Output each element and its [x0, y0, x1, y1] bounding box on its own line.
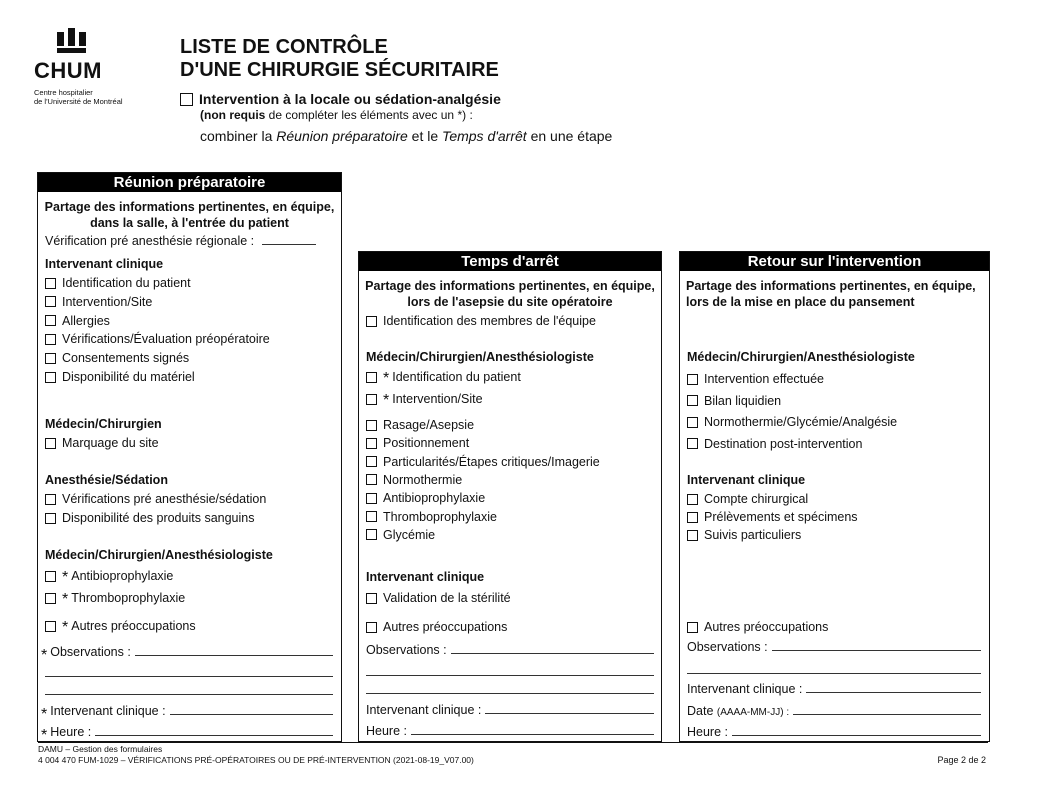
- checklist-item[interactable]: [687, 528, 801, 542]
- checklist-item-label: Destination post-intervention: [704, 436, 863, 451]
- checklist-item[interactable]: [687, 415, 897, 429]
- page-title: LISTE DE CONTRÔLE D'UNE CHIRURGIE SÉCURITAIRE: [180, 36, 499, 81]
- chum-logo: [34, 28, 144, 106]
- checklist-item-label: Rasage/Asepsie: [383, 418, 475, 432]
- checklist-item-label: Thromboprophylaxie: [383, 509, 497, 524]
- checkbox[interactable]: [366, 438, 377, 449]
- section-intervenant-clinique: Intervenant clinique: [45, 257, 164, 271]
- checkbox[interactable]: [45, 278, 56, 289]
- checklist-item-label: Disponibilité du matériel: [62, 370, 195, 384]
- checkbox[interactable]: [687, 622, 698, 633]
- checkbox[interactable]: [366, 420, 377, 431]
- checklist-item[interactable]: Autres préoccupations: [366, 620, 507, 634]
- local-sedation-checkbox[interactable]: [180, 93, 193, 106]
- section-medecin-chirurgien: Médecin/Chirurgien: [45, 417, 162, 431]
- mode-note: (non requis de compléter les éléments avec un *) :: [200, 108, 473, 122]
- local-sedation-label: Intervention à la locale ou sédation-analgésie: [199, 91, 501, 107]
- section-intervenant-clinique: Intervenant clinique: [366, 570, 485, 584]
- checkbox[interactable]: [45, 494, 56, 505]
- checkbox[interactable]: [45, 315, 56, 326]
- mode-combine: combiner la Réunion préparatoire et le Temps d'arrêt en une étape: [200, 128, 613, 144]
- checklist-item[interactable]: [45, 295, 152, 309]
- checklist-item-label: Vérifications/Évaluation préopératoire: [62, 332, 270, 347]
- checklist-item-label: Intervention/Site: [62, 294, 153, 309]
- logo-subtitle: Centre hospitalier de l'Université de Montréal: [34, 88, 123, 106]
- chum-logo-icon: [57, 28, 91, 56]
- checklist-item[interactable]: [366, 491, 485, 505]
- checklist-item[interactable]: Marquage du site: [45, 436, 159, 450]
- footer-divider: [38, 742, 988, 743]
- checklist-item[interactable]: [366, 418, 474, 432]
- checkbox[interactable]: [366, 456, 377, 467]
- checklist-item[interactable]: [366, 436, 469, 450]
- checklist-item[interactable]: [45, 351, 189, 365]
- checklist-item-label: Normothermie/Glycémie/Analgésie: [704, 415, 898, 429]
- checkbox[interactable]: [45, 438, 56, 449]
- checkbox[interactable]: [366, 593, 377, 604]
- checklist-item-label: Intervention effectuée: [704, 372, 824, 386]
- checkbox[interactable]: [45, 593, 56, 604]
- checklist-item-label: Particularités/Étapes critiques/Imagerie: [383, 454, 600, 469]
- column-intro: Partage des informations pertinentes, en équipe, lors de l'asepsie du site opératoire: [365, 279, 655, 309]
- checklist-item-label: Suivis particuliers: [704, 528, 802, 542]
- column-header: Réunion préparatoire: [38, 173, 341, 192]
- checklist-item[interactable]: [366, 473, 462, 487]
- checkbox[interactable]: [366, 493, 377, 504]
- time-field: Heure :: [366, 724, 654, 738]
- section-med-chir-anesth: Médecin/Chirurgien/Anesthésiologiste: [45, 548, 273, 562]
- checkbox[interactable]: [45, 621, 56, 632]
- checklist-item-label: Compte chirurgical: [704, 492, 809, 506]
- checklist-item[interactable]: Autres préoccupations: [687, 620, 828, 634]
- checklist-item[interactable]: * Identification du patient: [366, 370, 521, 384]
- checklist-item-label: Allergies: [62, 313, 110, 328]
- checklist-item-label: Antibioprophylaxie: [383, 491, 486, 506]
- checkbox[interactable]: [366, 622, 377, 633]
- checklist-item[interactable]: [366, 455, 600, 469]
- checklist-item[interactable]: * Thromboprophylaxie: [45, 591, 185, 605]
- checklist-item[interactable]: Validation de la stérilité: [366, 591, 511, 605]
- checklist-item[interactable]: [687, 492, 808, 506]
- checklist-item[interactable]: [687, 372, 824, 386]
- checklist-item[interactable]: Disponibilité des produits sanguins: [45, 511, 254, 525]
- retour-intervention-column: [679, 251, 990, 742]
- checklist-item[interactable]: [366, 528, 435, 542]
- column-intro: Partage des informations pertinentes, en équipe, lors de la mise en place du pansement: [686, 279, 976, 309]
- checklist-item-label: Identification du patient: [62, 276, 191, 290]
- time-field: * Heure :: [41, 725, 333, 739]
- logo-brand: CHUM: [34, 58, 102, 83]
- checklist-item[interactable]: [366, 510, 497, 524]
- checkbox[interactable]: [45, 372, 56, 383]
- mode-option: [180, 91, 612, 144]
- column-header: Temps d'arrêt: [359, 252, 661, 271]
- clinician-field: Intervenant clinique :: [366, 703, 654, 717]
- checklist-item[interactable]: * Autres préoccupations: [45, 619, 196, 633]
- checkbox[interactable]: [366, 394, 377, 405]
- checklist-item-label: Positionnement: [383, 436, 470, 451]
- checklist-item[interactable]: * Antibioprophylaxie: [45, 569, 173, 583]
- column-intro: Partage des informations pertinentes, en équipe, dans la salle, à l'entrée du patient: [44, 200, 335, 230]
- reunion-preparatoire-column: [37, 172, 342, 742]
- checklist-item[interactable]: [45, 370, 195, 384]
- checklist-item[interactable]: * Intervention/Site: [366, 392, 483, 406]
- checklist-item-label: Consentements signés: [62, 351, 190, 366]
- observations-field: Observations :: [687, 640, 981, 654]
- checkbox[interactable]: [45, 334, 56, 345]
- observations-field: * Observations :: [41, 645, 333, 659]
- checkbox[interactable]: [366, 511, 377, 522]
- checklist-item-label: Prélèvements et spécimens: [704, 510, 858, 524]
- temps-arret-column: [358, 251, 662, 742]
- checkbox[interactable]: [687, 494, 698, 505]
- date-field: Date (AAAA-MM-JJ) :: [687, 704, 981, 718]
- checkbox[interactable]: [687, 512, 698, 523]
- checkbox[interactable]: [45, 571, 56, 582]
- checklist-item[interactable]: Identification des membres de l'équipe: [366, 314, 596, 328]
- regional-anesthesia-field: Vérification pré anesthésie régionale :: [45, 234, 330, 248]
- checkbox[interactable]: [45, 353, 56, 364]
- clinician-field: Intervenant clinique :: [687, 682, 981, 696]
- section-med-chir-anesth: Médecin/Chirurgien/Anesthésiologiste: [366, 350, 594, 364]
- checklist-item[interactable]: [687, 394, 781, 408]
- checkbox[interactable]: [687, 530, 698, 541]
- checkbox[interactable]: [366, 529, 377, 540]
- section-anesthesie-sedation: Anesthésie/Sédation: [45, 473, 168, 487]
- page-number: Page 2 de 2: [937, 755, 986, 765]
- checklist-item[interactable]: [45, 314, 110, 328]
- checklist-item[interactable]: Vérifications pré anesthésie/sédation: [45, 492, 266, 506]
- checklist-item-label: Glycémie: [383, 527, 436, 542]
- checkbox[interactable]: [687, 374, 698, 385]
- checkbox[interactable]: [687, 417, 698, 428]
- section-intervenant-clinique: Intervenant clinique: [687, 473, 806, 487]
- footer: DAMU – Gestion des formulaires 4 004 470 FUM-1029 – VÉRIFICATIONS PRÉ-OPÉRATOIRES OU DE PRÉ-INTERVENTION (2021-08-19_V07.00): [38, 744, 474, 765]
- checkbox[interactable]: [366, 372, 377, 383]
- column-header: Retour sur l'intervention: [680, 252, 989, 271]
- observations-field: Observations :: [366, 643, 654, 657]
- checkbox[interactable]: [45, 296, 56, 307]
- checklist-item[interactable]: [45, 332, 270, 346]
- checkbox[interactable]: [366, 316, 377, 327]
- checklist-item[interactable]: [45, 276, 191, 290]
- time-field: Heure :: [687, 725, 981, 739]
- checkbox[interactable]: [687, 395, 698, 406]
- section-med-chir-anesth: Médecin/Chirurgien/Anesthésiologiste: [687, 350, 915, 364]
- checklist-item[interactable]: [687, 510, 858, 524]
- checkbox[interactable]: [687, 438, 698, 449]
- checklist-item-label: Bilan liquidien: [704, 393, 782, 408]
- checklist-item-label: Normothermie: [383, 472, 463, 487]
- checklist-item[interactable]: [687, 437, 862, 451]
- checkbox[interactable]: [45, 513, 56, 524]
- checkbox[interactable]: [366, 474, 377, 485]
- clinician-field: * Intervenant clinique :: [41, 704, 333, 718]
